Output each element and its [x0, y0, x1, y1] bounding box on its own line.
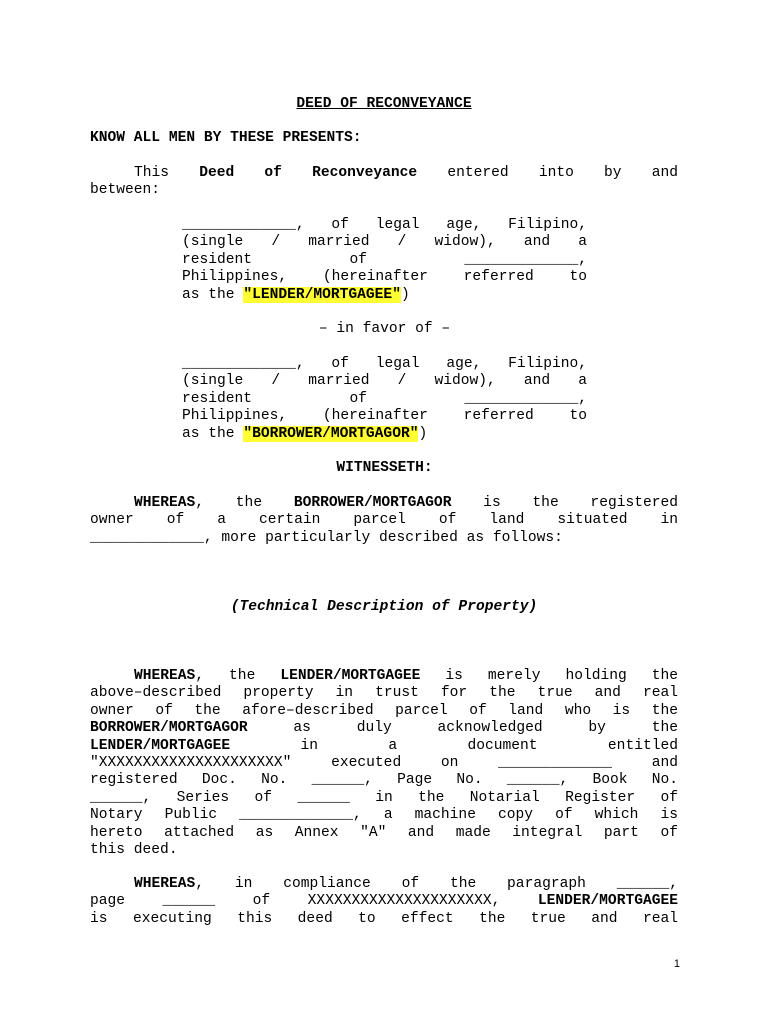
page-number: 1: [673, 958, 680, 970]
whereas-paragraph-1: WHEREAS, the BORROWER/MORTGAGOR is the registered owner of a certain parcel of land situated in _____________, more particularly described as follows:: [90, 495, 679, 546]
document-title: DEED OF RECONVEYANCE: [296, 96, 472, 112]
lender-role-highlight: "LENDER/MORTGAGEE": [243, 286, 401, 303]
whereas-paragraph-3: WHEREAS, in compliance of the paragraph ______, page ______ of XXXXXXXXXXXXXXXXXXXXX, LENDER/MORTGAGEE is executing this deed to effect the true and real: [90, 876, 678, 927]
witnesseth-heading: WITNESSETH:: [336, 460, 433, 476]
in-favor-of-line: – in favor of –: [318, 321, 451, 337]
borrower-role-highlight: "BORROWER/MORTGAGOR": [243, 425, 419, 442]
technical-description-placeholder: (Technical Description of Property): [230, 599, 538, 615]
opening-paragraph: This Deed of Reconveyance entered into by and between:: [90, 165, 678, 199]
borrower-party-block: _____________, of legal age, Filipino, (single / married / widow), and a resident of _____________, Philippines, (hereinafter referred to as the "BORROWER/MORTGAGOR"): [182, 356, 587, 442]
intro-heading: KNOW ALL MEN BY THESE PRESENTS:: [90, 130, 362, 146]
lender-party-block: _____________, of legal age, Filipino, (single / married / widow), and a resident of _____________, Philippines, (hereinafter referred to as the "LENDER/MORTGAGEE"): [182, 217, 587, 303]
deed-name: Deed of Reconveyance: [199, 165, 418, 181]
whereas-paragraph-2: WHEREAS, the LENDER/MORTGAGEE is merely holding the above–described property in trust for the true and real owner of the afore–described parcel of land who is the BORROWER/MORTGAGOR as duly acknowledged by the LENDER/MORTGAGEE in a document entitled "XXXXXXXXXXXXXXXXXXXXX" executed on _____________ and registered Doc. No. ______, Page No. ______, Book No. ______, Series of ______ in the Notarial Register of Notary Public _____________, a machine copy of which is hereto attached as Annex "A" and made integral part of this deed.: [90, 668, 679, 859]
